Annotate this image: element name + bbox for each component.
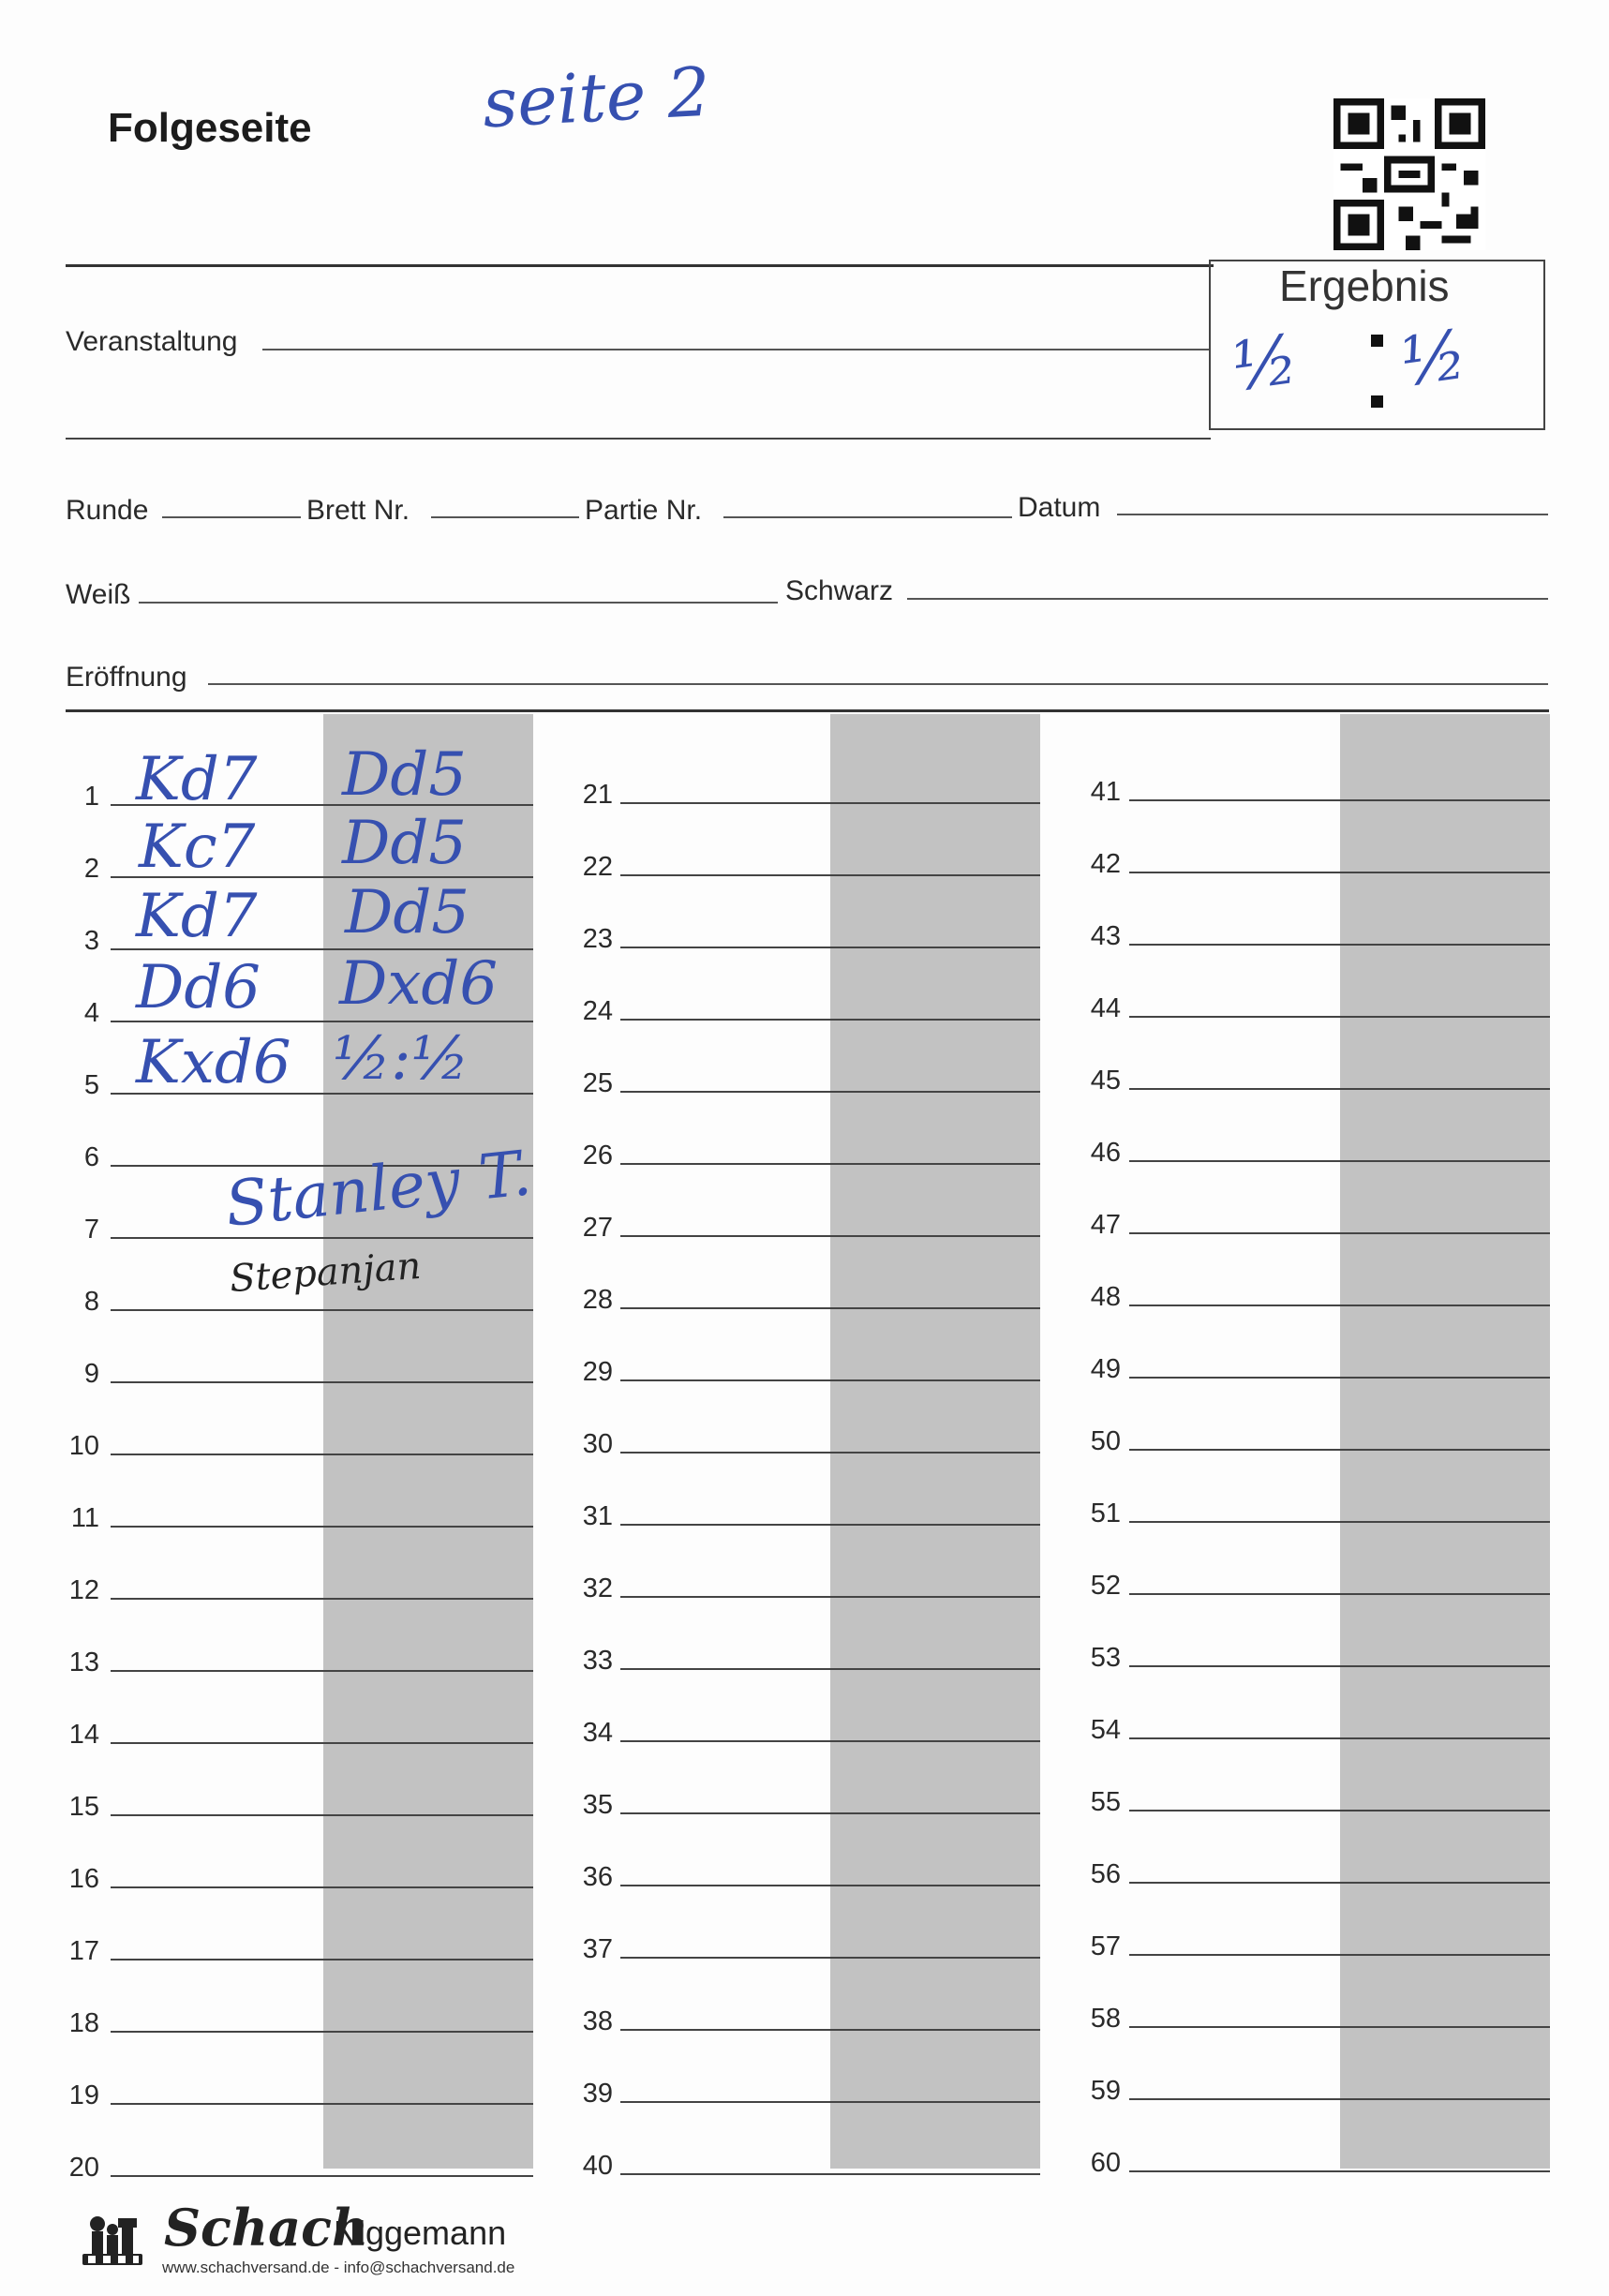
board-field[interactable]: [431, 516, 579, 518]
move-number-33: 33: [582, 1646, 613, 1676]
move-line-20[interactable]: [111, 2175, 533, 2177]
move-line-22[interactable]: [620, 874, 1040, 876]
move-line-37[interactable]: [620, 1957, 1040, 1959]
move-line-14[interactable]: [111, 1742, 533, 1744]
brand-name: Niggemann: [334, 2214, 507, 2252]
round-label: Runde: [66, 495, 149, 526]
move-line-32[interactable]: [620, 1596, 1040, 1598]
move-line-11[interactable]: [111, 1526, 533, 1528]
move-number-24: 24: [582, 996, 613, 1026]
move-number-34: 34: [582, 1718, 613, 1748]
black-move: Dxd6: [339, 949, 499, 1019]
move-line-16[interactable]: [111, 1886, 533, 1888]
move-line-46[interactable]: [1129, 1160, 1550, 1162]
move-line-34[interactable]: [620, 1740, 1040, 1742]
game-label: Partie Nr.: [585, 495, 703, 526]
move-line-47[interactable]: [1129, 1232, 1550, 1234]
move-number-9: 9: [83, 1359, 99, 1389]
result-label: Ergebnis: [1279, 261, 1450, 310]
move-number-43: 43: [1090, 921, 1121, 951]
move-number-29: 29: [582, 1357, 613, 1387]
move-number-28: 28: [582, 1285, 613, 1315]
move-number-44: 44: [1090, 993, 1121, 1023]
move-line-48[interactable]: [1129, 1305, 1550, 1306]
move-number-22: 22: [582, 852, 613, 882]
move-line-24[interactable]: [620, 1019, 1040, 1021]
move-line-25[interactable]: [620, 1091, 1040, 1093]
move-line-55[interactable]: [1129, 1810, 1550, 1811]
move-number-1: 1: [83, 782, 99, 812]
brand-contact: www.schachversand.de - info@schachversand.de: [162, 2259, 515, 2276]
move-line-58[interactable]: [1129, 2026, 1550, 2028]
move-line-50[interactable]: [1129, 1449, 1550, 1451]
result-colon-top: [1371, 335, 1383, 347]
move-line-27[interactable]: [620, 1235, 1040, 1237]
movelist-rule-top: [66, 709, 1549, 712]
date-field[interactable]: [1117, 514, 1548, 515]
move-line-53[interactable]: [1129, 1665, 1550, 1667]
move-line-56[interactable]: [1129, 1882, 1550, 1884]
move-number-45: 45: [1090, 1066, 1121, 1096]
opening-label: Eröffnung: [66, 662, 187, 693]
event-rule-bottom: [66, 438, 1211, 440]
move-line-44[interactable]: [1129, 1016, 1550, 1018]
move-number-42: 42: [1090, 849, 1121, 879]
move-number-3: 3: [83, 926, 99, 956]
move-line-43[interactable]: [1129, 944, 1550, 946]
handwritten-page-number: seite 2: [480, 52, 712, 143]
move-number-19: 19: [68, 2080, 99, 2110]
move-line-7[interactable]: [111, 1237, 533, 1239]
move-line-49[interactable]: [1129, 1377, 1550, 1379]
move-number-58: 58: [1090, 2004, 1121, 2034]
move-number-53: 53: [1090, 1643, 1121, 1673]
move-number-41: 41: [1090, 777, 1121, 807]
move-line-60[interactable]: [1129, 2170, 1550, 2172]
move-number-20: 20: [68, 2153, 99, 2183]
black-moves-column-3: [1340, 714, 1550, 2169]
move-number-52: 52: [1090, 1571, 1121, 1601]
move-number-17: 17: [68, 1936, 99, 1966]
move-line-42[interactable]: [1129, 872, 1550, 873]
move-line-30[interactable]: [620, 1452, 1040, 1454]
move-number-11: 11: [70, 1503, 99, 1533]
round-field[interactable]: [162, 516, 301, 518]
move-line-26[interactable]: [620, 1163, 1040, 1165]
move-line-35[interactable]: [620, 1812, 1040, 1814]
move-number-60: 60: [1090, 2148, 1121, 2178]
white-player-label: Weiß: [66, 579, 131, 610]
move-line-21[interactable]: [620, 802, 1040, 804]
move-line-23[interactable]: [620, 947, 1040, 948]
move-number-40: 40: [582, 2151, 613, 2181]
game-field[interactable]: [723, 516, 1012, 518]
black-move: Dd5: [345, 878, 469, 947]
move-number-49: 49: [1090, 1354, 1121, 1384]
signature-stepanjan: Stepanjan: [228, 1244, 423, 1302]
move-number-54: 54: [1090, 1715, 1121, 1745]
chess-pieces-logo-icon: [75, 2198, 150, 2273]
white-move: Kxd6: [136, 1028, 291, 1097]
move-number-16: 16: [68, 1864, 99, 1894]
move-line-40[interactable]: [620, 2173, 1040, 2175]
move-number-30: 30: [582, 1429, 613, 1459]
move-number-48: 48: [1090, 1282, 1121, 1312]
result-white-handwritten: ½: [1227, 319, 1304, 407]
move-number-2: 2: [83, 854, 99, 884]
black-move: Dd5: [342, 740, 467, 810]
move-number-32: 32: [582, 1573, 613, 1603]
black-move: ½:½: [333, 1024, 469, 1094]
move-number-50: 50: [1090, 1426, 1121, 1456]
move-number-21: 21: [582, 780, 613, 810]
move-line-18[interactable]: [111, 2031, 533, 2033]
move-line-38[interactable]: [620, 2029, 1040, 2031]
move-line-31[interactable]: [620, 1524, 1040, 1526]
move-number-12: 12: [68, 1575, 99, 1605]
move-line-29[interactable]: [620, 1379, 1040, 1381]
move-number-57: 57: [1090, 1931, 1121, 1961]
move-number-31: 31: [582, 1501, 613, 1531]
move-line-36[interactable]: [620, 1885, 1040, 1886]
white-player-field[interactable]: [139, 602, 778, 604]
move-line-10[interactable]: [111, 1454, 533, 1455]
move-number-5: 5: [83, 1070, 99, 1100]
move-number-23: 23: [582, 924, 613, 954]
move-line-19[interactable]: [111, 2103, 533, 2105]
result-colon-bottom: [1371, 395, 1383, 408]
move-number-18: 18: [68, 2008, 99, 2038]
move-line-54[interactable]: [1129, 1737, 1550, 1739]
move-number-59: 59: [1090, 2076, 1121, 2106]
event-label: Veranstaltung: [66, 326, 238, 357]
move-number-27: 27: [582, 1213, 613, 1243]
move-number-14: 14: [68, 1720, 99, 1750]
date-label: Datum: [1018, 492, 1101, 523]
brand-script: Schach: [164, 2198, 369, 2258]
move-line-39[interactable]: [620, 2101, 1040, 2103]
opening-field[interactable]: [208, 683, 1548, 685]
move-line-8[interactable]: [111, 1309, 533, 1311]
move-number-7: 7: [83, 1215, 99, 1245]
black-moves-column-2: [830, 714, 1040, 2169]
move-number-36: 36: [582, 1862, 613, 1892]
event-field[interactable]: [262, 349, 1209, 350]
move-number-35: 35: [582, 1790, 613, 1820]
board-label: Brett Nr.: [306, 495, 410, 526]
move-number-6: 6: [83, 1142, 99, 1172]
move-number-46: 46: [1090, 1138, 1121, 1168]
move-line-12[interactable]: [111, 1598, 533, 1600]
move-line-45[interactable]: [1129, 1088, 1550, 1090]
move-number-56: 56: [1090, 1859, 1121, 1889]
qr-code-icon: [1331, 98, 1488, 250]
move-number-38: 38: [582, 2006, 613, 2036]
move-line-13[interactable]: [111, 1670, 533, 1672]
move-number-10: 10: [68, 1431, 99, 1461]
black-move: Dd5: [342, 809, 467, 878]
move-line-9[interactable]: [111, 1381, 533, 1383]
signature-stanley: Stanley T.: [221, 1137, 535, 1241]
move-number-55: 55: [1090, 1787, 1121, 1817]
move-number-15: 15: [68, 1792, 99, 1822]
white-move: Kc7: [139, 813, 256, 882]
move-number-47: 47: [1090, 1210, 1121, 1240]
move-number-8: 8: [83, 1287, 99, 1317]
header-rule-top: [66, 264, 1214, 267]
move-number-13: 13: [68, 1647, 99, 1677]
move-line-57[interactable]: [1129, 1954, 1550, 1956]
move-line-17[interactable]: [111, 1959, 533, 1961]
white-move: Kd7: [136, 745, 258, 814]
move-number-37: 37: [582, 1934, 613, 1964]
move-line-28[interactable]: [620, 1307, 1040, 1309]
move-line-52[interactable]: [1129, 1593, 1550, 1595]
move-line-59[interactable]: [1129, 2098, 1550, 2100]
move-number-25: 25: [582, 1068, 613, 1098]
move-number-51: 51: [1090, 1498, 1121, 1528]
move-line-33[interactable]: [620, 1668, 1040, 1670]
move-line-51[interactable]: [1129, 1521, 1550, 1523]
page-title: Folgeseite: [108, 105, 312, 151]
white-move: Kd7: [136, 882, 258, 951]
move-number-39: 39: [582, 2079, 613, 2109]
move-line-15[interactable]: [111, 1814, 533, 1816]
black-player-field[interactable]: [907, 598, 1548, 600]
black-player-label: Schwarz: [785, 575, 894, 606]
move-line-41[interactable]: [1129, 799, 1550, 801]
white-move: Dd6: [136, 953, 261, 1022]
move-number-4: 4: [83, 998, 99, 1028]
result-black-handwritten: ½: [1395, 314, 1472, 402]
move-number-26: 26: [582, 1141, 613, 1170]
